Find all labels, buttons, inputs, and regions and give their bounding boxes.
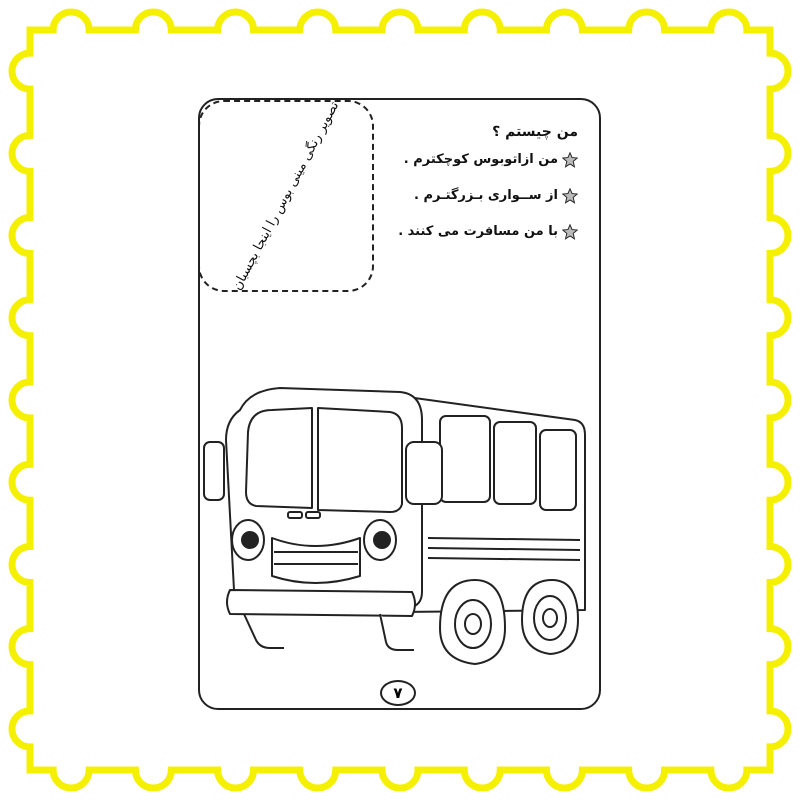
riddle-title: من چیستم ؟ (492, 124, 578, 140)
riddle-line-text: من ازاتوبوس کوچکترم . (403, 152, 558, 167)
riddle-line (348, 224, 578, 260)
riddle-line-text: با من مسافرت می کنند . (398, 224, 558, 239)
bus-icon (200, 380, 600, 670)
riddle-block (348, 124, 578, 260)
star-icon (562, 152, 578, 168)
page-number: ۷ (380, 680, 416, 706)
riddle-line (348, 188, 578, 224)
riddle-line-text: از ســواری بـزرگتـرم . (414, 188, 558, 203)
riddle-line (348, 152, 578, 188)
paste-instruction: تصویر رنگی مینی بوس را اینجا بچسبان (229, 99, 343, 293)
star-icon (562, 188, 578, 204)
star-icon (562, 224, 578, 240)
